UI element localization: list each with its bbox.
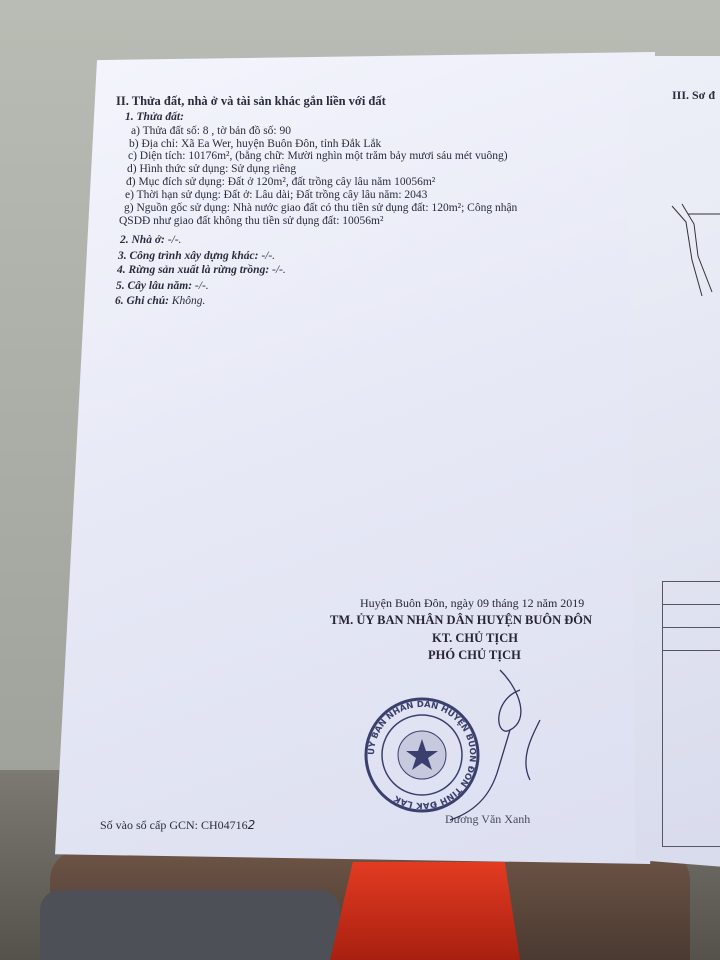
handwritten-digit: 2 [247, 818, 256, 832]
item-perennial-trees: 5. Cây lâu năm: -/-. [116, 280, 209, 292]
signing-organization: TM. ỦY BAN NHÂN DÂN HUYỆN BUÔN ĐÔN [330, 613, 593, 627]
signer-name: Dương Văn Xanh [445, 812, 531, 826]
row-origin-cont: QSDĐ như giao đất không thu tiền sử dụng đất: 10056m² [119, 215, 384, 227]
svg-text:ỦY BAN NHÂN DÂN HUYỆN BUÔN ĐÔN: ỦY BAN NHÂN DÂN HUYỆN BUÔN ĐÔN TỈNH ĐẮK LẮK [366, 699, 478, 811]
item-planted-forest: 4. Rừng sản xuất là rừng trồng: -/-. [117, 264, 286, 276]
row-usage-form: d) Hình thức sử dụng: Sử dụng riêng [127, 163, 297, 175]
official-seal [362, 695, 482, 815]
item-house: 2. Nhà ở: -/-. [120, 234, 182, 246]
row-usage-purpose: đ) Mục đích sử dụng: Đất ở 120m², đất trồng cây lâu năm 10056m² [126, 176, 436, 188]
row-parcel-number: a) Thửa đất số: 8 , tờ bản đồ số: 90 [131, 125, 291, 137]
section-2-title: II. Thửa đất, nhà ở và tài sản khác gắn liền với đất [116, 94, 386, 108]
item-notes: 6. Ghi chú: Không. [115, 295, 206, 307]
signer-title-2: PHÓ CHỦ TỊCH [428, 648, 521, 662]
item-other-construction: 3. Công trình xây dựng khác: -/-. [118, 250, 276, 262]
signer-title-1: KT. CHỦ TỊCH [432, 631, 519, 645]
gcn-register-number: Số vào sổ cấp GCN: CH047162 [100, 818, 256, 832]
place-date: Huyện Buôn Đôn, ngày 09 tháng 12 năm 2019 [360, 596, 585, 610]
section-3-title: III. Sơ đ [672, 88, 716, 102]
parcel-heading: 1. Thửa đất: [125, 111, 184, 123]
row-address: b) Địa chỉ: Xã Ea Wer, huyện Buôn Đôn, tỉnh Đắk Lắk [129, 138, 382, 150]
row-origin: g) Nguồn gốc sử dụng: Nhà nước giao đất có thu tiền sử dụng đất: 120m²; Công nhận [124, 202, 518, 214]
row-usage-term: e) Thời hạn sử dụng: Đất ở: Lâu dài; Đất trồng cây lâu năm: 2043 [125, 189, 428, 201]
row-area: c) Diện tích: 10176m², (bằng chữ: Mười nghìn một trăm bảy mươi sáu mét vuông) [128, 150, 508, 162]
